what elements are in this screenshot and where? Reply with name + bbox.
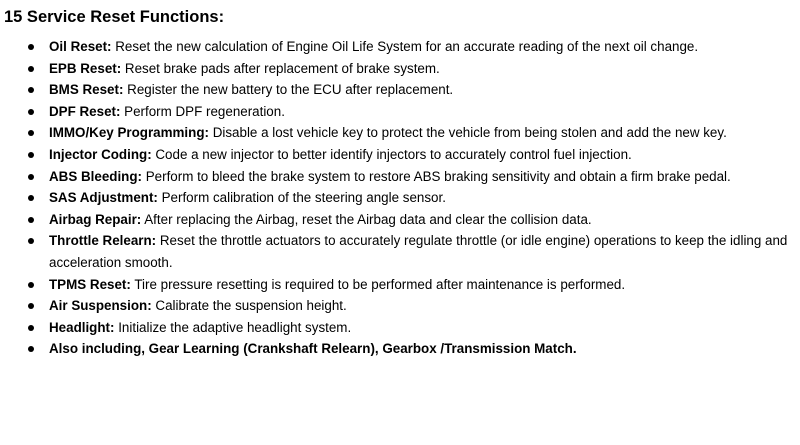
item-description: Perform to bleed the brake system to restore ABS braking sensitivity and obtain a firm brake pedal. [145, 168, 731, 184]
list-item-oil-reset [4, 36, 792, 58]
bullet-icon [28, 130, 34, 136]
item-term: TPMS Reset: [49, 276, 131, 292]
item-term: Headlight: [49, 319, 115, 335]
list-item-also-including [4, 338, 792, 360]
list-item-bms-reset [4, 79, 792, 101]
bullet-icon [28, 238, 34, 244]
bullet-icon [28, 174, 34, 180]
item-term: Airbag Repair: [49, 211, 142, 227]
item-description: Calibrate the suspension height. [155, 298, 347, 314]
list-item-throttle-relearn [4, 230, 792, 273]
item-description: Reset the new calculation of Engine Oil Life System for an accurate reading of the next oil change. [115, 39, 699, 54]
bullet-icon [28, 44, 34, 50]
item-description: Tire pressure resetting is required to be performed after maintenance is performed. [134, 276, 626, 292]
bullet-icon [28, 325, 34, 331]
service-function-list [4, 36, 792, 360]
list-item-airbag-repair [4, 209, 792, 231]
item-term: Injector Coding: [49, 146, 152, 162]
list-item-injector-coding [4, 144, 792, 166]
item-term: EPB Reset: [49, 60, 122, 76]
bullet-icon [28, 109, 34, 115]
item-term: Throttle Relearn: [49, 233, 157, 249]
item-description: Initialize the adaptive headlight system. [118, 319, 352, 335]
item-description: Disable a lost vehicle key to protect the vehicle from being stolen and add the new key. [212, 125, 727, 141]
item-term: Oil Reset: [49, 39, 112, 54]
list-item-epb-reset [4, 58, 792, 80]
bullet-icon [28, 195, 34, 201]
item-description: Code a new injector to better identify injectors to accurately control fuel injection. [155, 146, 632, 162]
item-term: BMS Reset: [49, 82, 124, 98]
item-term: DPF Reset: [49, 103, 121, 119]
bullet-icon [28, 217, 34, 223]
bullet-icon [28, 152, 34, 158]
item-term: SAS Adjustment: [49, 190, 158, 206]
list-item-abs-bleeding [4, 166, 792, 188]
item-description: Reset brake pads after replacement of brake system. [124, 60, 440, 76]
item-term: ABS Bleeding: [49, 168, 142, 184]
item-description: Reset the throttle actuators to accurately regulate throttle (or idle engine) operations to keep the idling and acceleration smooth. [49, 233, 788, 270]
item-description: After replacing the Airbag, reset the Airbag data and clear the collision data. [144, 211, 592, 227]
item-description: Perform calibration of the steering angle sensor. [161, 190, 446, 206]
bullet-icon [28, 282, 34, 288]
item-description: Also including, Gear Learning (Crankshaft Relearn), Gearbox /Transmission Match. [49, 341, 577, 357]
bullet-icon [28, 66, 34, 72]
section-heading: 15 Service Reset Functions: [4, 8, 225, 26]
list-item-air-suspension [4, 295, 792, 317]
list-item-immo-key-programming [4, 122, 792, 144]
list-item-tpms-reset [4, 274, 792, 296]
item-term: Air Suspension: [49, 298, 152, 314]
item-term: IMMO/Key Programming: [49, 125, 209, 141]
bullet-icon [28, 346, 34, 352]
list-item-dpf-reset [4, 101, 792, 123]
bullet-icon [28, 87, 34, 93]
bullet-icon [28, 303, 34, 309]
item-description: Perform DPF regeneration. [124, 103, 285, 119]
list-item-sas-adjustment [4, 187, 792, 209]
list-item-headlight [4, 317, 792, 339]
item-description: Register the new battery to the ECU after replacement. [127, 82, 454, 98]
